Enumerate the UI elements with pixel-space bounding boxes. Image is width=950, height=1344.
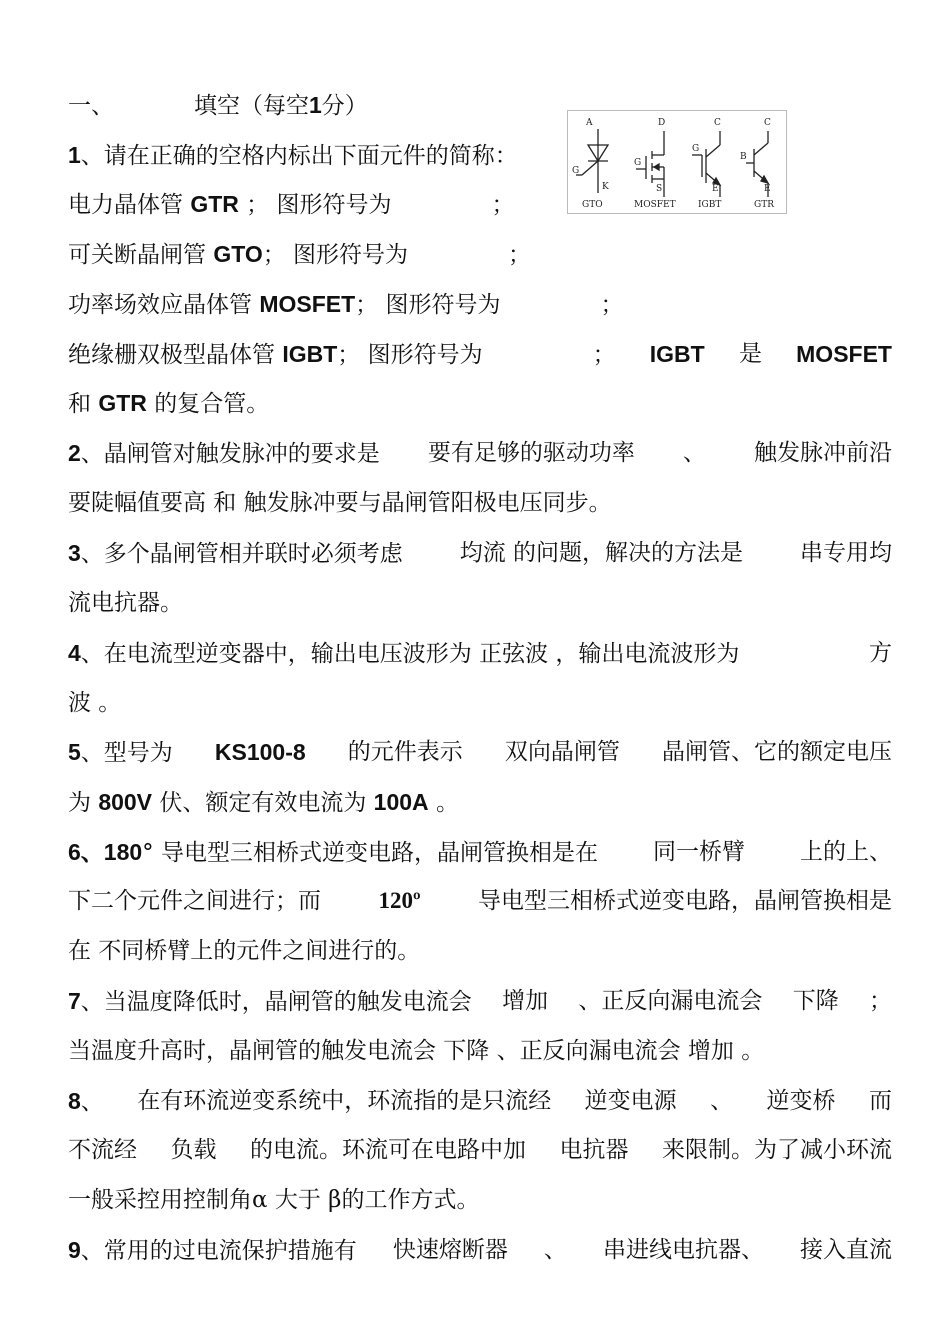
section-title: 填空（每空 (194, 93, 309, 119)
q9-number: 9 (68, 1237, 81, 1263)
igbt-pin-c: C (714, 118, 721, 128)
mosfet-pin-s: S (656, 184, 663, 194)
igbt-pin-g: G (692, 144, 700, 154)
gto-pin-a: A (586, 118, 593, 128)
q4-line-2: 波 。 (68, 690, 122, 716)
q1-line-mosfet: 功率场效应晶体管 MOSFET； 图形符号为 ； (68, 291, 624, 318)
q4-line-1: 4、在电流型逆变器中，输出电压波形为 正弦波 ，输出电流波形为 方 (68, 640, 892, 667)
q5-number: 5 (68, 739, 81, 765)
q1-line-gtr: 电力晶体管 GTR ； 图形符号为 ； (68, 191, 515, 218)
gtr-label: GTR (754, 200, 774, 210)
q6-number: 6 (68, 839, 81, 865)
gto-label: GTO (582, 200, 603, 210)
gtr-pin-c: C (764, 118, 771, 128)
q5-line-2: 为 800V 伏、额定有效电流为 100A 。 (68, 789, 459, 816)
q1-line-composite: 和 GTR 的复合管。 (68, 390, 270, 417)
q8-line-1: 8、 在有环流逆变系统中，环流指的是只流经 逆变电源 、 逆变桥 而 (68, 1088, 892, 1115)
section-number: 一、 (68, 93, 114, 119)
q1-number: 1 (68, 142, 81, 168)
q8-number: 8 (68, 1088, 81, 1114)
q1-line-igbt: 绝缘栅双极型晶体管 IGBT； 图形符号为 ； IGBT 是 MOSFET (68, 341, 892, 368)
section-score: 1 (309, 92, 322, 118)
q9-line-1: 9、常用的过电流保护措施有 快速熔断器 、 串进线电抗器、 接入直流 (68, 1237, 892, 1264)
q6-line-3: 在 不同桥臂上的元件之间进行的。 (68, 938, 421, 964)
gtr-pin-e: E (764, 184, 771, 194)
q7-line-1: 7、当温度降低时，晶闸管的触发电流会 增加 、正反向漏电流会 下降 ； (68, 988, 892, 1015)
q4-number: 4 (68, 640, 81, 666)
q5-line-1: 5、型号为 KS100-8 的元件表示 双向晶闸管 晶闸管、它的额定电压 (68, 739, 892, 766)
q3-line-1: 3、多个晶闸管相并联时必须考虑 均流 的问题，解决的方法是 串专用均 (68, 540, 892, 567)
mosfet-pin-d: D (658, 118, 666, 128)
q3-line-2: 流电抗器。 (68, 590, 183, 616)
q3-number: 3 (68, 540, 81, 566)
gto-pin-k: K (602, 182, 609, 192)
gto-pin-g: G (572, 166, 580, 176)
q7-line-2: 当温度升高时，晶闸管的触发电流会 下降 、正反向漏电流会 增加 。 (68, 1038, 765, 1064)
q6-line-2: 下二个元件之间进行；而 120º 导电型三相桥式逆变电路，晶闸管换相是 (68, 888, 892, 914)
q7-number: 7 (68, 988, 81, 1014)
igbt-pin-e: E (712, 184, 719, 194)
q6-line-1: 6、180° 导电型三相桥式逆变电路，晶闸管换相是在 同一桥臂 上的上、 (68, 839, 892, 866)
q1-line-gto: 可关断晶闸管 GTO； 图形符号为 ； (68, 241, 532, 268)
section-unit: 分） (321, 93, 368, 119)
q2-line-1: 2、晶闸管对触发脉冲的要求是 要有足够的驱动功率 、 触发脉冲前沿 (68, 440, 892, 467)
mosfet-pin-g: G (634, 158, 642, 168)
q2-line-2: 要陡幅值要高 和 触发脉冲要与晶闸管阳极电压同步。 (68, 490, 612, 516)
q1-intro: 1、请在正确的空格内标出下面元件的简称： (68, 142, 518, 169)
gtr-pin-b: B (740, 152, 747, 162)
q8-line-3: 一般采控用控制角α 大于 β的工作方式。 (68, 1187, 480, 1213)
igbt-label: IGBT (698, 200, 722, 210)
q2-number: 2 (68, 440, 81, 466)
q8-line-2: 不流经 负载 的电流。环流可在电路中加 电抗器 来限制。为了减小环流 (68, 1137, 892, 1163)
mosfet-label: MOSFET (634, 200, 676, 210)
